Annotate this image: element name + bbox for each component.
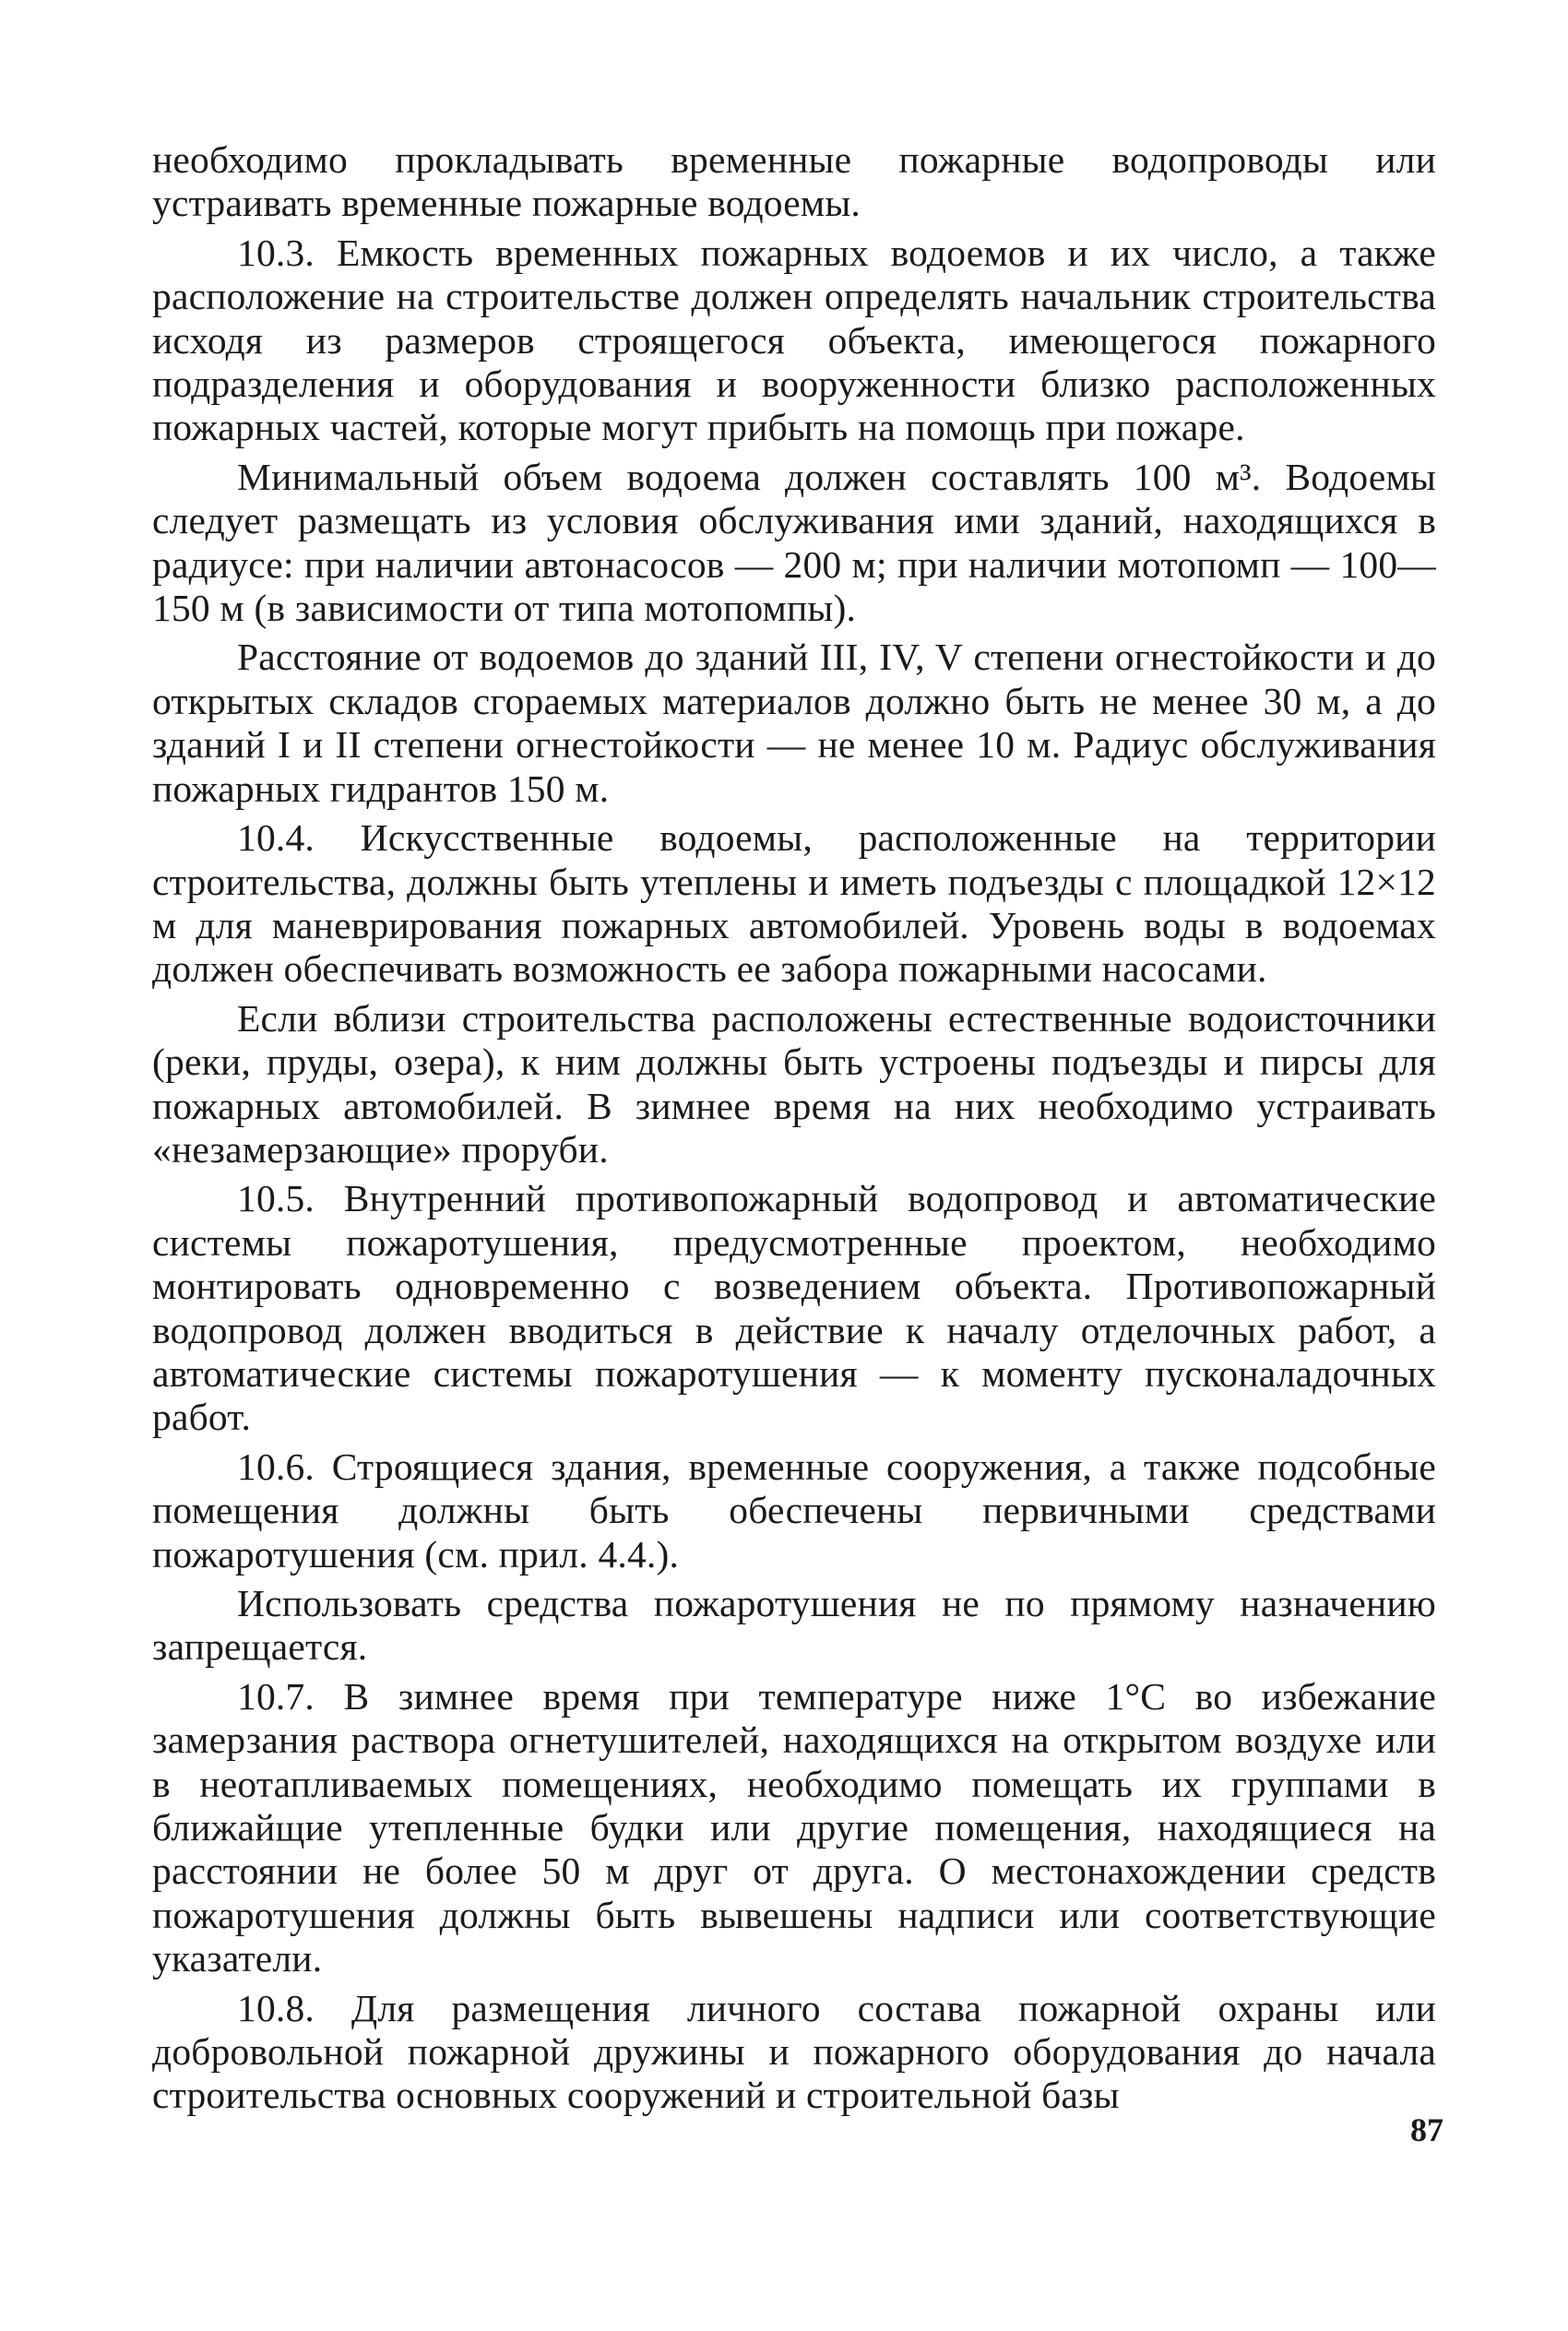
paragraph-10-8: 10.8. Для размещения личного состава пожарной охраны или добровольной пожарной дружины и пожарного оборудования до начала строительства основных сооружений и строительной базы [152,1986,1436,2117]
paragraph-10-4: 10.4. Искусственные водоемы, расположенные на территории строительства, должны быть утеплены и иметь подъезды с площадкой 12×12 м для маневрирования пожарных автомобилей. Уровень воды в водоемах должен обеспечивать возможность ее забора пожарными насосами. [152,816,1436,991]
paragraph-reservoir-distance: Расстояние от водоемов до зданий III, IV, V степени огнестойкости и до открытых складов сгораемых материалов должно быть не менее 30 м, а до зданий I и II степени огнестойкости — не менее 10 м. Радиус обслуживания пожарных гидрантов 150 м. [152,636,1436,810]
page-number: 87 [1410,2111,1443,2148]
paragraph-reservoir-volume: Минимальный объем водоема должен составлять 100 м³. Водоемы следует размещать из условия обслуживания ими зданий, находящихся в радиусе: при наличии автонасосов — 200 м; при наличии мотопомп — 100—150 м (в зависимости от типа мотопомпы). [152,455,1436,630]
paragraph-10-3: 10.3. Емкость временных пожарных водоемов и их число, а также расположение на строительстве должен определять начальник строительства исходя из размеров строящегося объекта, имеющегося пожарного подразделения и оборудования и вооруженности близко расположенных пожарных частей, которые могут прибыть на помощь при пожаре. [152,231,1436,449]
paragraph-continuation: необходимо прокладывать временные пожарные водопроводы или устраивать временные пожарные водоемы. [152,138,1436,225]
paragraph-10-7: 10.7. В зимнее время при температуре ниже 1°С во избежание замерзания раствора огнетушителей, находящихся на открытом воздухе или в неотапливаемых помещениях, необходимо помещать их группами в ближайщие утепленные будки или другие помещения, находящиеся на расстоянии не более 50 м друг от друга. О местонахождении средств пожаротушения должны быть вывешены надписи или соответствующие указатели. [152,1674,1436,1980]
paragraph-10-6: 10.6. Строящиеся здания, временные сооружения, а также подсобные помещения должны быть обеспечены первичными средствами пожаротушения (см. прил. 4.4.). [152,1445,1436,1576]
paragraph-10-5: 10.5. Внутренний противопожарный водопровод и автоматические системы пожаротушения, предусмотренные проектом, необходимо монтировать одновременно с возведением объекта. Противопожарный водопровод должен вводиться в действие к началу отделочных работ, а автоматические системы пожаротушения — к моменту пусконаладочных работ. [152,1177,1436,1439]
paragraph-natural-water-sources: Если вблизи строительства расположены естественные водоисточники (реки, пруды, озера), к ним должны быть устроены подъезды и пирсы для пожарных автомобилей. В зимнее время на них необходимо устраивать «незамерзающие» проруби. [152,996,1436,1171]
document-page [152,138,1436,2123]
paragraph-usage-prohibition: Использовать средства пожаротушения не по прямому назначению запрещается. [152,1582,1436,1669]
